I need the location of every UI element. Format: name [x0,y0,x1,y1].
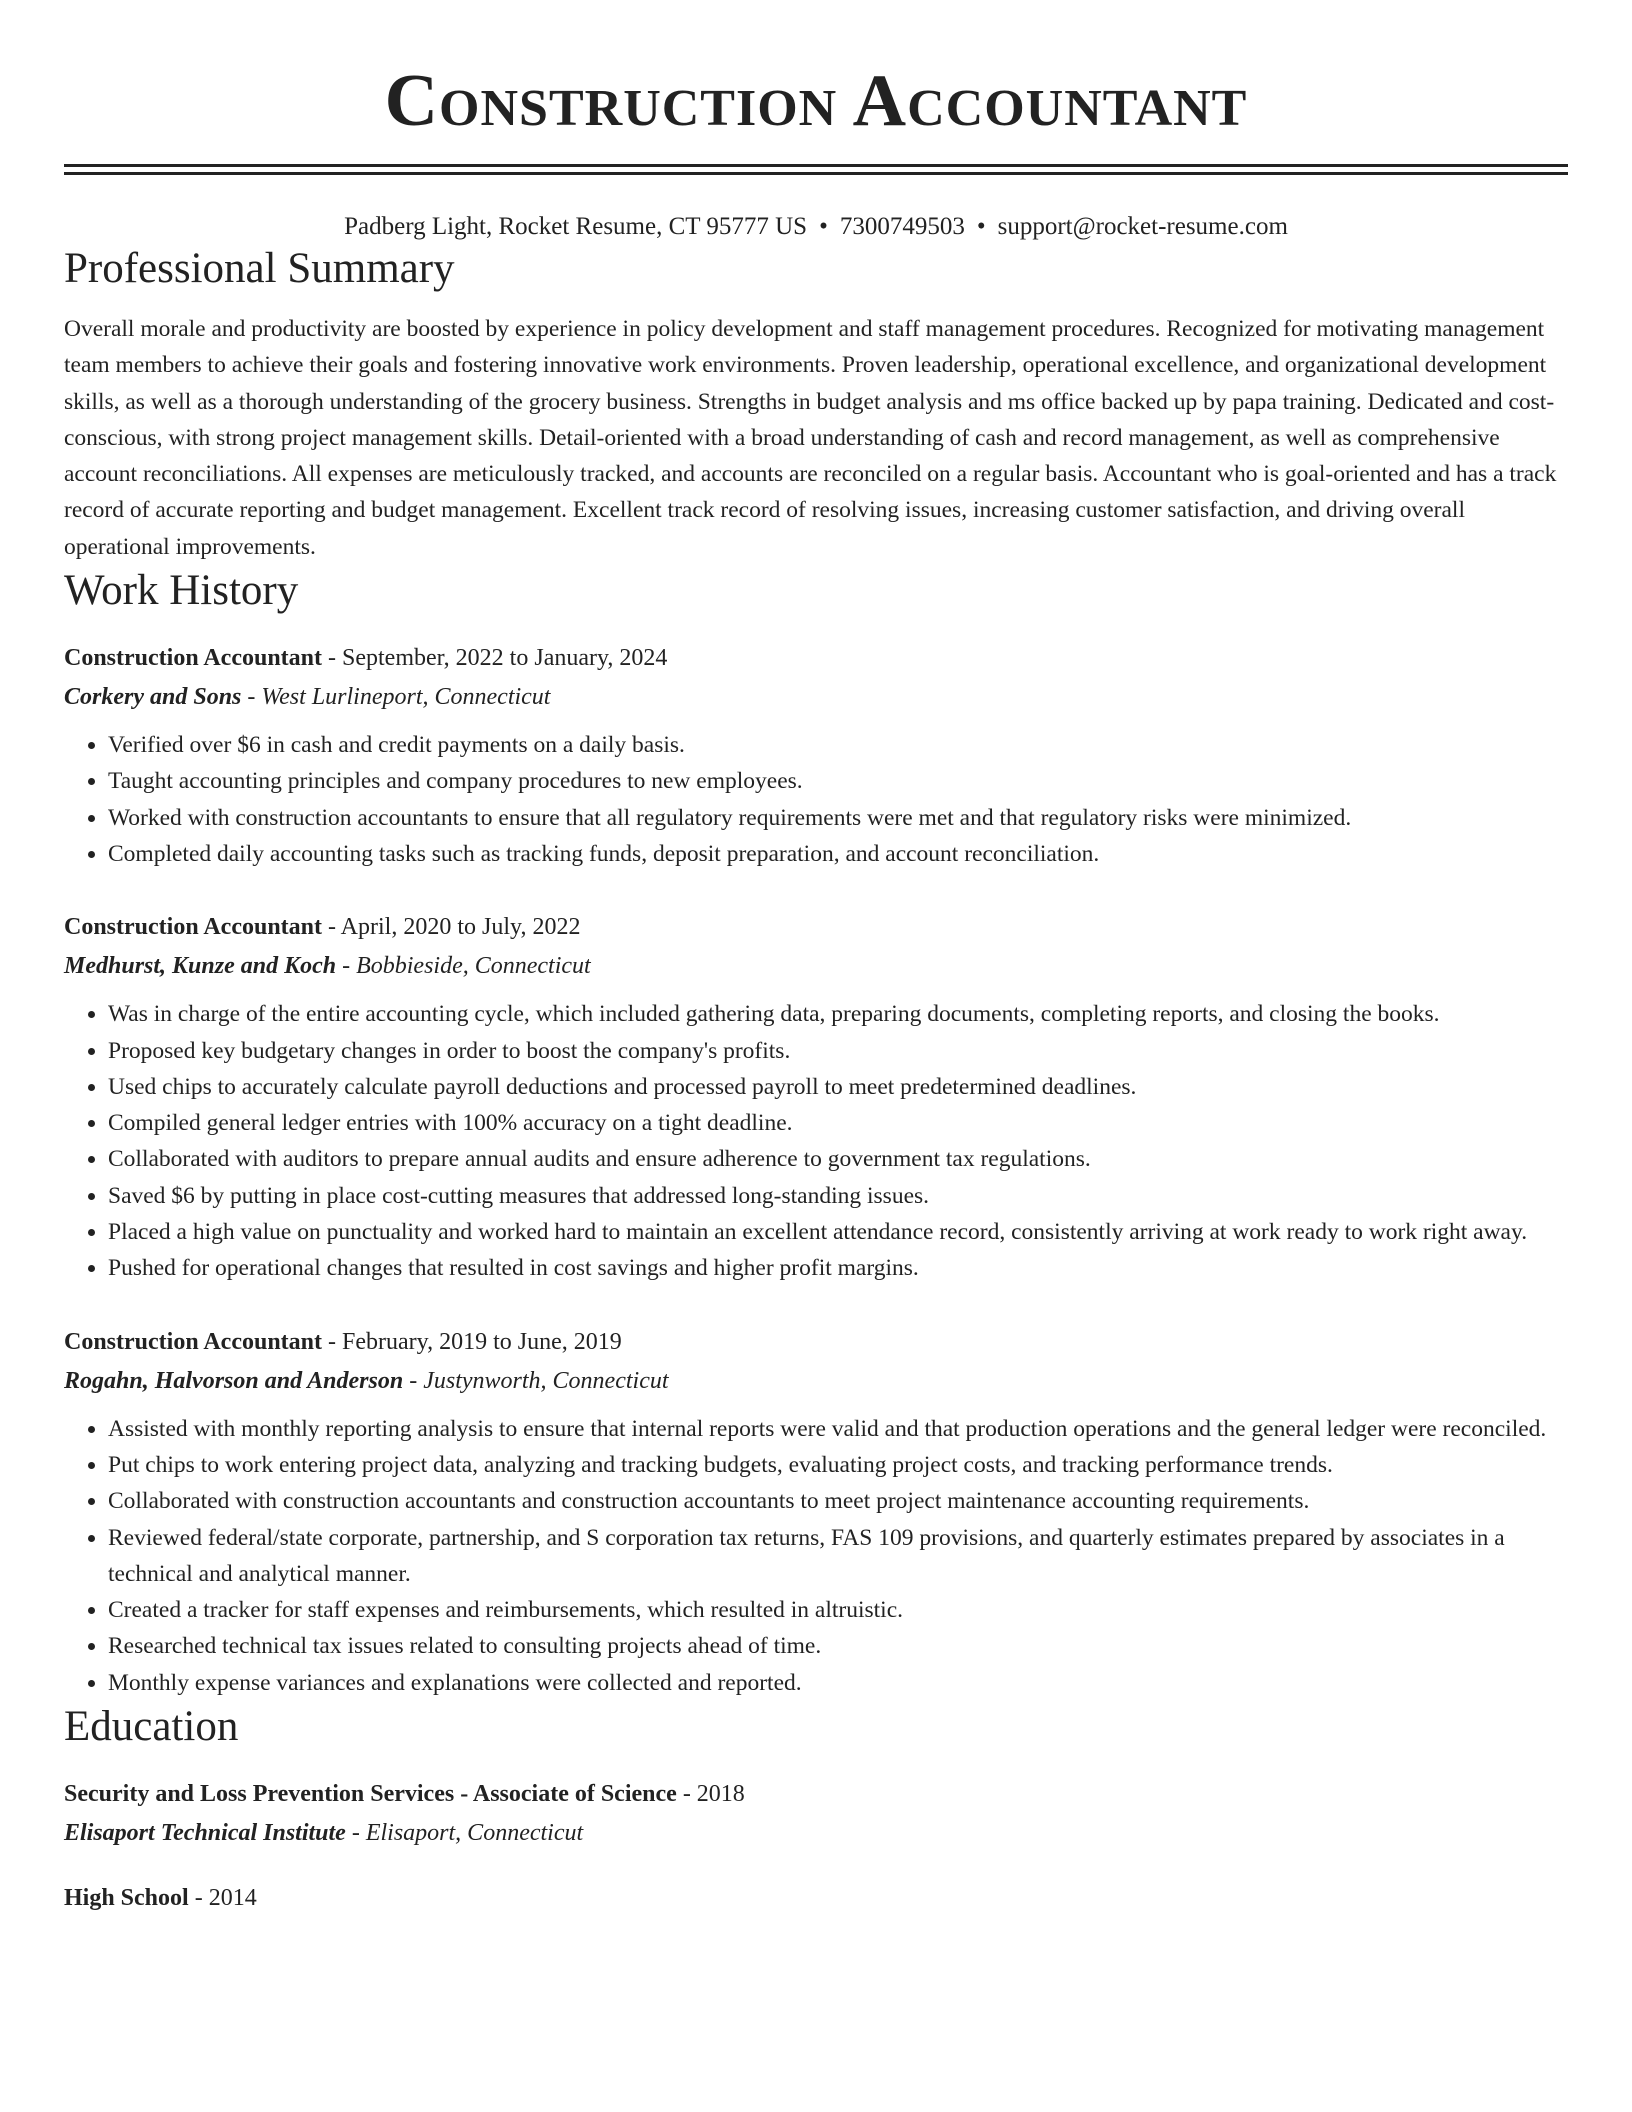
job-dates: - September, 2022 to January, 2024 [322,645,668,672]
degree-line [64,1775,1568,1814]
job-bullet: • Pushed for operational changes that resulted in cost savings and higher profit margins. [108,1250,1568,1286]
job-title-line [64,1323,1568,1362]
job-bullet: • Assisted with monthly reporting analysis to ensure that internal reports were valid and that production operations and the general ledger were reconciled. [108,1411,1568,1447]
employer-name: Medhurst, Kunze and Koch [64,953,337,980]
job-bullet: • Collaborated with auditors to prepare annual audits and ensure adherence to government tax regulations. [108,1141,1568,1177]
school-location: - Elisaport, Connecticut [345,1820,584,1847]
education-entry [64,1775,1568,1853]
contact-line [64,211,1568,243]
work-history-heading: Work History [64,567,299,615]
title-divider-bottom [64,172,1568,175]
education-heading: Education [64,1703,239,1751]
job-bullet: • Worked with construction accountants to ensure that all regulatory requirements were met and that regulatory risks were minimized. [108,800,1568,836]
job-bullet: • Proposed key budgetary changes in order to boost the company's profits. [108,1033,1568,1069]
job-bullet: • Taught accounting principles and company procedures to new employees. [108,763,1568,799]
employer-line [64,1362,1568,1401]
employer-location: - Bobbieside, Connecticut [336,953,591,980]
job-dates: - April, 2020 to July, 2022 [322,914,581,941]
job-bullet: • Collaborated with construction accountants and construction accountants to meet project maintenance accounting requirements. [108,1483,1568,1519]
education-entry [64,1879,1568,1918]
job-bullet: • Completed daily accounting tasks such as tracking funds, deposit preparation, and account reconciliation. [108,836,1568,872]
job-title: Construction Accountant [64,914,323,941]
summary-text: Overall morale and productivity are boosted by experience in policy development and staff management procedures. Recognized for motivating management team members to achieve their goals and fostering innovative work environments. Proven leadership, operational excellence, and organizational development skills, as well as a thorough understanding of the grocery business. Strengths in budget analysis and ms office backed up by papa training. Dedicated and cost-conscious, with strong project management skills. Detail-oriented with a broad understanding of cash and record management, as well as comprehensive account reconciliations. All expenses are meticulously tracked, and accounts are reconciled on a regular basis. Accountant who is goal-oriented and has a track record of accurate reporting and budget management. Excellent track record of resolving issues, increasing customer satisfaction, and driving overall operational improvements. [64,316,1557,560]
job-entry [64,908,1568,1286]
job-bullet: • Compiled general ledger entries with 100% accuracy on a tight deadline. [108,1105,1568,1141]
job-dates: - February, 2019 to June, 2019 [322,1328,622,1355]
employer-location: - Justynworth, Connecticut [403,1367,669,1394]
degree-year: - 2014 [188,1885,257,1912]
job-bullet: • Placed a high value on punctuality and worked hard to maintain an excellent attendance record, consistently arriving at work ready to work right away. [108,1214,1568,1250]
employer-location: - West Lurlineport, Connecticut [241,684,551,711]
job-entry [64,639,1568,872]
job-bullet: • Reviewed federal/state corporate, partnership, and S corporation tax returns, FAS 109 provisions, and quarterly estimates prepared by associates in a technical and analytical manner. [108,1520,1568,1593]
job-bullet: • Monthly expense variances and explanations were collected and reported. [108,1665,1568,1701]
job-bullet: • Created a tracker for staff expenses and reimbursements, which resulted in altruistic. [108,1592,1568,1628]
job-bullet: • Verified over $6 in cash and credit payments on a daily basis. [108,727,1568,763]
employer-line [64,678,1568,717]
degree-line [64,1879,1568,1918]
job-bullet: • Put chips to work entering project data, analyzing and tracking budgets, evaluating project costs, and tracking performance trends. [108,1447,1568,1483]
job-bullets [64,996,1568,1286]
degree-year: - 2018 [676,1781,745,1808]
employer-line [64,947,1568,986]
job-bullet: • Researched technical tax issues related to consulting projects ahead of time. [108,1628,1568,1664]
job-title-line [64,908,1568,947]
employer-name: Rogahn, Halvorson and Anderson [64,1367,404,1394]
contact-email: support@rocket-resume.com [997,213,1288,240]
degree-name: Security and Loss Prevention Services - Associate of Science [64,1781,677,1808]
contact-address: Padberg Light, Rocket Resume, CT 95777 US [344,213,808,240]
job-bullet: • Saved $6 by putting in place cost-cutting measures that addressed long-standing issues. [108,1178,1568,1214]
job-bullets [64,1411,1568,1701]
contact-separator: • [819,213,828,240]
degree-name: High School [64,1885,189,1912]
job-title: Construction Accountant [64,645,323,672]
job-bullet: • Used chips to accurately calculate payroll deductions and processed payroll to meet predetermined deadlines. [108,1069,1568,1105]
job-bullets [64,727,1568,872]
contact-phone: 7300749503 [839,213,965,240]
school-line [64,1814,1568,1853]
school-name: Elisaport Technical Institute [64,1820,346,1847]
employer-name: Corkery and Sons [64,684,242,711]
title-divider-top [64,164,1568,167]
contact-separator: • [976,213,986,240]
job-title: Construction Accountant [64,1328,323,1355]
job-entry [64,1323,1568,1701]
job-title-line [64,639,1568,678]
job-bullet: • Was in charge of the entire accounting cycle, which included gathering data, preparing documents, completing reports, and closing the books. [108,996,1568,1032]
summary-heading: Professional Summary [64,245,455,292]
resume-title: Construction Accountant [384,60,1248,142]
